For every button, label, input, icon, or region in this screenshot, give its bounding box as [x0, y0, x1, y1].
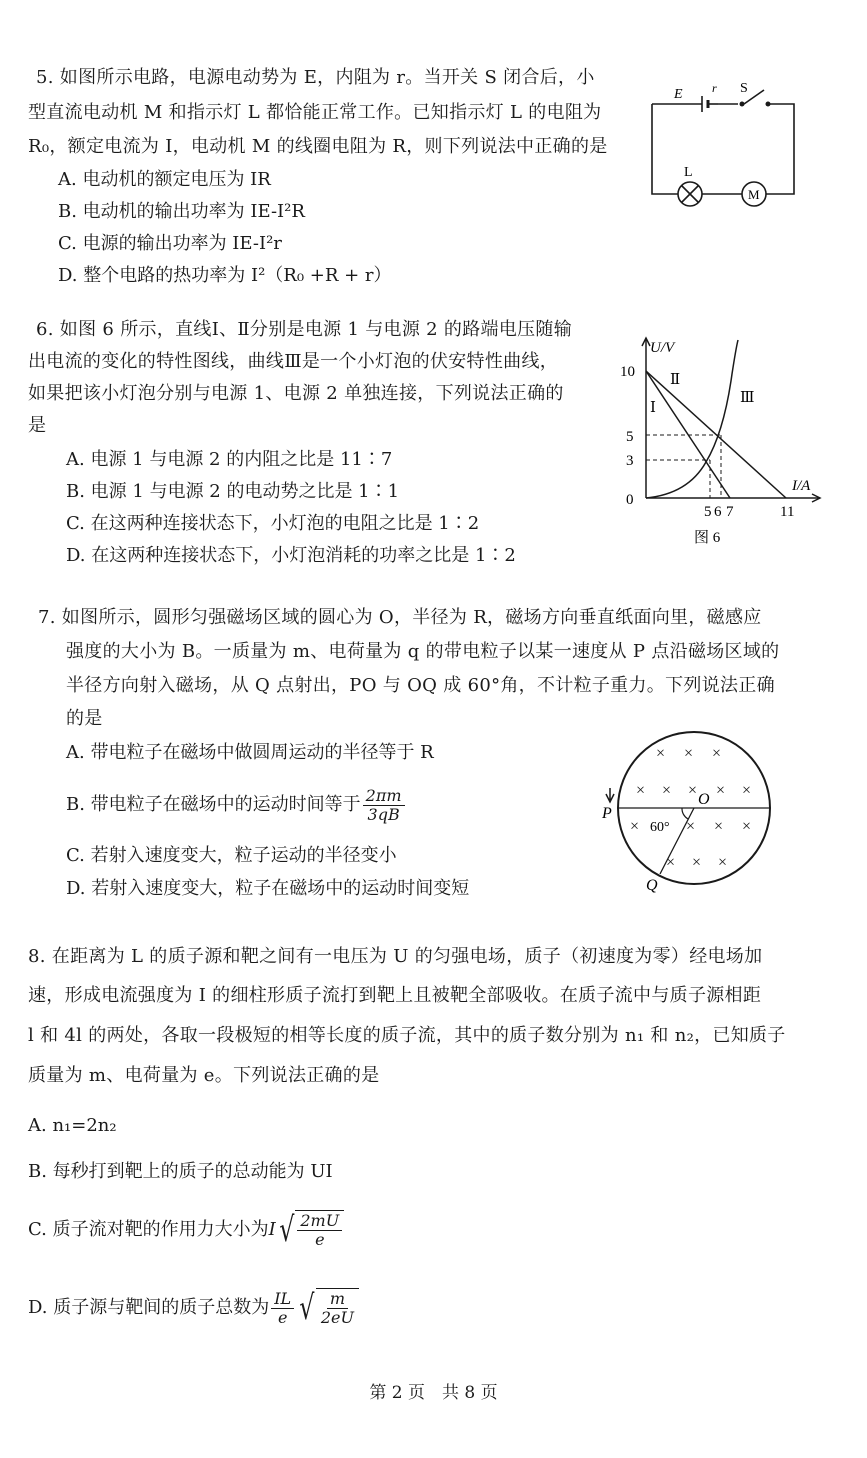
q5-option-b: B. 电动机的输出功率为 IE-I²R [58, 201, 305, 222]
field-cross-icon: × [684, 745, 694, 762]
q7-magnetic-field-diagram [594, 722, 790, 898]
q8-stem-line-1: 8. 在距离为 L 的质子源和靶之间有一电压为 U 的匀强电场，质子（初速度为零）经电场加 [28, 946, 763, 967]
q8-option-d-fraction-1 [271, 1290, 294, 1327]
q6-option-c: C. 在这两种连接状态下，小灯泡的电阻之比是 1∶2 [66, 513, 480, 534]
q7-stem-line-3: 半径方向射入磁场，从 Q 点射出，PO 与 OQ 成 60°角，不计粒子重力。下列说法正确 [66, 675, 775, 696]
q8-option-d-sqrt: √ $\frac{m}{2eU}$ [296, 1288, 359, 1328]
y-tick-10: 10 [620, 364, 635, 380]
q8-option-c-numerator: 2mU [297, 1212, 342, 1231]
label-E: E [674, 87, 683, 102]
q5-option-c: C. 电源的输出功率为 IE-I²r [58, 233, 282, 254]
q7-option-b-numerator: 2πm [363, 787, 405, 806]
q6-option-a: A. 电源 1 与电源 2 的内阻之比是 11∶7 [66, 449, 393, 470]
q8-option-d-denominator-2: 2eU [320, 1308, 354, 1327]
figure-caption: 图 6 [694, 530, 721, 546]
q5-option-a: A. 电动机的额定电压为 IR [58, 169, 271, 190]
angle-label: 60° [650, 820, 670, 835]
q6-ui-graph [606, 334, 830, 556]
q5-circuit-diagram [640, 78, 810, 218]
q8-option-d-text: D. 质子源与靶间的质子总数为 [28, 1297, 270, 1318]
q7-option-b-denominator: 3qB [367, 804, 400, 824]
x-tick-6: 6 [714, 504, 722, 520]
field-cross-icon: × [712, 745, 722, 762]
x-tick-11: 11 [780, 504, 795, 520]
q8-option-b: B. 每秒打到靶上的质子的总动能为 UI [28, 1161, 333, 1182]
q6-option-d: D. 在这两种连接状态下，小灯泡消耗的功率之比是 1∶2 [66, 545, 516, 566]
y-tick-0: 0 [626, 492, 634, 508]
q8-option-a: A. n₁=2n₂ [28, 1115, 117, 1136]
q8-option-c-sqrt: √ $\frac{2mU}{e}$ [276, 1210, 345, 1250]
q8-option-d-numerator-1: IL [271, 1290, 294, 1309]
point-label-p: P [602, 805, 612, 822]
q7-option-c: C. 若射入速度变大，粒子运动的半径变小 [66, 845, 397, 866]
field-cross-icon: × [636, 782, 646, 799]
q8-option-d-fraction-2 [318, 1290, 357, 1327]
field-cross-icon: × [686, 818, 696, 835]
q8-option-d-numerator-2: m [327, 1290, 348, 1309]
field-cross-icon: × [662, 782, 672, 799]
q6-stem-line-3: 如果把该小灯泡分别与电源 1、电源 2 单独连接，下列说法正确的 [28, 383, 564, 404]
q7-option-d: D. 若射入速度变大，粒子在磁场中的运动时间变短 [66, 878, 470, 899]
q7-stem-line-1: 7. 如图所示，圆形匀强磁场区域的圆心为 O，半径为 R，磁场方向垂直纸面向里，磁感应 [38, 607, 762, 628]
q7-option-b-text: B. 带电粒子在磁场中的运动时间等于 [66, 794, 361, 815]
q5-option-d: D. 整个电路的热功率为 I²（R₀ +R + r） [58, 265, 392, 286]
y-tick-5: 5 [626, 429, 634, 445]
q7-stem-line-4: 的是 [66, 708, 103, 729]
q6-stem-line-2: 出电流的变化的特性图线，曲线Ⅲ是一个小灯泡的伏安特性曲线， [28, 351, 559, 372]
page-footer: 第 2 页 共 8 页 [369, 1383, 498, 1403]
label-S: S [740, 81, 748, 96]
q8-option-c-fraction [297, 1212, 342, 1249]
q5-stem-line-3: R₀，额定电流为 I，电动机 M 的线圈电阻为 R，则下列说法中正确的是 [28, 136, 608, 157]
q5-stem-line-1: 5. 如图所示电路，电源电动势为 E，内阻为 r。当开关 S 闭合后，小 [36, 67, 595, 88]
x-tick-7: 7 [726, 504, 734, 520]
q8-option-c-text: C. 质子流对靶的作用力大小为 [28, 1219, 269, 1240]
curve-label-1: Ⅰ [650, 400, 656, 416]
axis-label-u: U/V [650, 340, 675, 356]
label-L: L [684, 165, 693, 180]
curve-label-2: Ⅱ [670, 372, 681, 388]
label-r: r [712, 81, 717, 95]
field-cross-icon: × [630, 818, 640, 835]
field-cross-icon: × [742, 782, 752, 799]
axis-label-i: I/A [792, 478, 811, 494]
q8-option-c-denominator: e [315, 1230, 325, 1249]
field-cross-icon: × [742, 818, 752, 835]
curve-label-3: Ⅲ [740, 390, 755, 406]
q8-stem-line-2: 速，形成电流强度为 I 的细柱形质子流打到靶上且被靶全部吸收。在质子流中与质子源相距 [28, 985, 762, 1006]
point-label-o: O [698, 791, 710, 808]
q8-stem-line-4: 质量为 m、电荷量为 e。下列说法正确的是 [28, 1065, 380, 1086]
q7-option-b-fraction [363, 787, 405, 824]
q8-option-d-denominator-1: e [277, 1307, 288, 1327]
field-cross-icon: × [666, 854, 676, 871]
q8-option-c [28, 1198, 344, 1262]
q8-option-d [28, 1276, 359, 1340]
q8-option-c-coefficient: I [268, 1219, 276, 1240]
field-cross-icon: × [692, 854, 702, 871]
label-M: M [748, 187, 760, 202]
x-tick-5: 5 [704, 504, 712, 520]
field-cross-icon: × [688, 782, 698, 799]
q7-option-b [66, 778, 407, 832]
q7-option-a: A. 带电粒子在磁场中做圆周运动的半径等于 R [66, 742, 434, 763]
field-cross-icon: × [714, 818, 724, 835]
field-cross-icon: × [716, 782, 726, 799]
q8-stem-line-3: l 和 4l 的两处，各取一段极短的相等长度的质子流，其中的质子数分别为 n₁ 和 n₂，已知质子 [28, 1025, 786, 1046]
field-cross-icon: × [656, 745, 666, 762]
point-label-q: Q [646, 877, 658, 894]
q7-stem-line-2: 强度的大小为 B。一质量为 m、电荷量为 q 的带电粒子以某一速度从 P 点沿磁场区域的 [66, 641, 780, 662]
q5-stem-line-2: 型直流电动机 M 和指示灯 L 都恰能正常工作。已知指示灯 L 的电阻为 [28, 102, 602, 123]
q6-option-b: B. 电源 1 与电源 2 的电动势之比是 1∶1 [66, 481, 400, 502]
y-tick-3: 3 [626, 453, 634, 469]
q6-stem-line-4: 是 [28, 415, 47, 436]
field-cross-icon: × [718, 854, 728, 871]
q6-stem-line-1: 6. 如图 6 所示，直线Ⅰ、Ⅱ分别是电源 1 与电源 2 的路端电压随输 [36, 319, 573, 340]
